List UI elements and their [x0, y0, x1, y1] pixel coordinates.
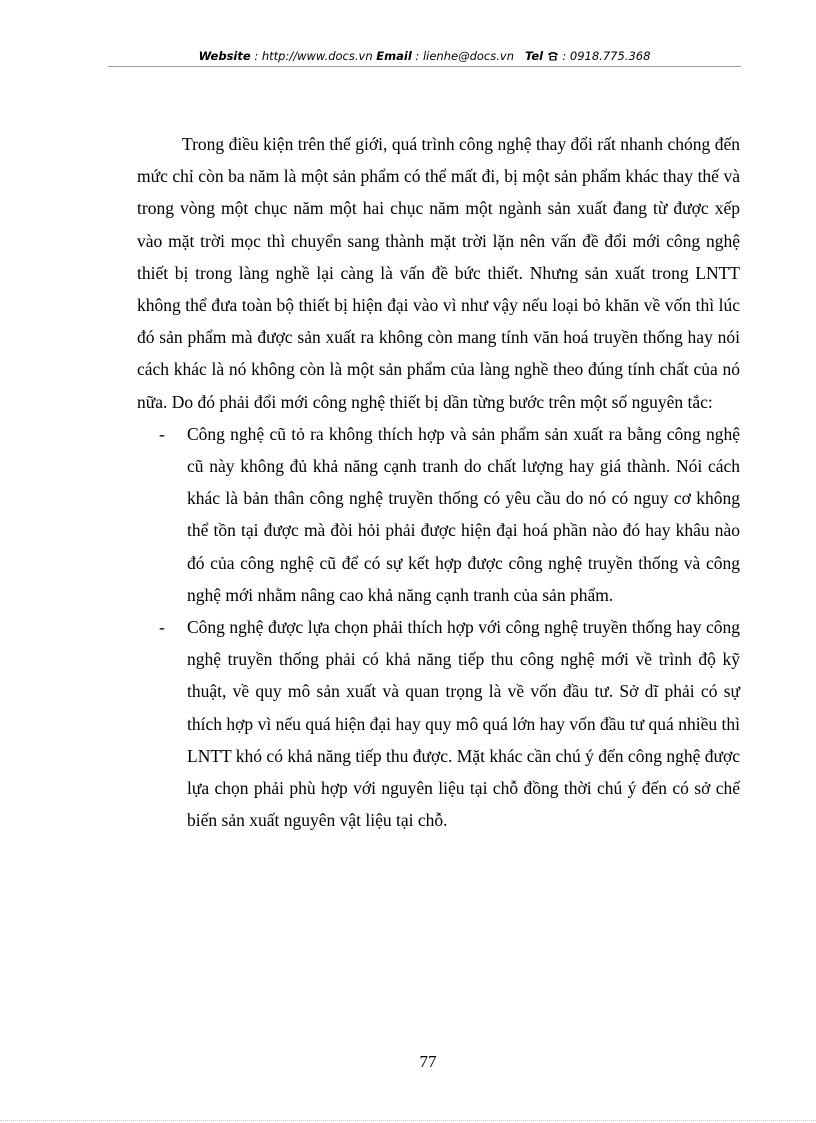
tel-label: Tel	[524, 49, 544, 63]
bullet-marker: -	[159, 423, 165, 444]
tel-number: 0918.775.368	[569, 49, 651, 63]
website-separator: :	[250, 49, 262, 63]
bullet-item	[137, 611, 740, 836]
document-body	[137, 128, 740, 836]
tel-separator: :	[558, 49, 570, 63]
website-url[interactable]: http://www.docs.vn	[261, 49, 373, 63]
bullet-text: Công nghệ được lựa chọn phải thích hợp với công nghệ truyền thống hay công nghệ truyền thống phải có khả năng tiếp thu công nghệ mới về trình độ kỹ thuật, về quy mô sản xuất và quan trọng là về vốn đầu tư. Sở dĩ phải có sự thích hợp vì nếu quá hiện đại hay quy mô quá lớn hay vốn đầu tư quá nhiều thì LNTT khó có khả năng tiếp thu được. Mặt khác cần chú ý đến công nghệ được lựa chọn phải phù hợp với nguyên liệu tại chỗ đồng thời chú ý đến có sở chế biến sản xuất nguyên vật liệu tại chỗ.	[187, 617, 740, 831]
bullet-marker: -	[159, 617, 165, 638]
email-separator: :	[411, 49, 423, 63]
email-label: Email	[376, 49, 412, 63]
bullet-item	[137, 418, 740, 611]
page-number: 77	[419, 1052, 437, 1071]
phone-icon	[547, 48, 559, 58]
intro-paragraph: Trong điều kiện trên thế giới, quá trình công nghệ thay đổi rất nhanh chóng đến mức chỉ còn ba năm là một sản phẩm có thể mất đi, bị một sản phẩm khác thay thế và trong vòng một chục năm một hai chục năm một ngành sản xuất đang từ được xếp vào mặt trời mọc thì chuyển sang thành mặt trời lặn nên vấn đề đổi mới công nghệ thiết bị trong làng nghề lại càng là vấn đề bức thiết. Nhưng sản xuất trong LNTT không thể đưa toàn bộ thiết bị hiện đại vào vì như vậy nếu loại bỏ khăn về vốn thì lúc đó sản phẩm mà được sản xuất ra không còn mang tính văn hoá truyền thống hay nói cách khác là nó không còn là một sản phẩm của làng nghề theo đúng tính chất của nó nữa. Do đó phải đổi mới công nghệ thiết bị dần từng bước trên một số nguyên tắc:	[137, 134, 740, 412]
bullet-text: Công nghệ cũ tỏ ra không thích hợp và sản phẩm sản xuất ra bằng công nghệ cũ này không đủ khả năng cạnh tranh do chất lượng hay giá thành. Nói cách khác là bản thân công nghệ truyền thống có yêu cầu do nó có nguy cơ không thể tồn tại được mà đòi hỏi phải được hiện đại hoá phần nào đó hay khâu nào đó của công nghệ cũ để có sự kết hợp được công nghệ truyền thống và công nghệ mới nhằm nâng cao khả năng cạnh tranh của sản phẩm.	[187, 423, 740, 605]
page-bottom-border	[0, 1120, 816, 1121]
email-address[interactable]: lienhe@docs.vn	[422, 49, 514, 63]
header-divider	[108, 66, 741, 67]
website-label: Website	[198, 49, 251, 63]
page-header	[108, 47, 741, 67]
